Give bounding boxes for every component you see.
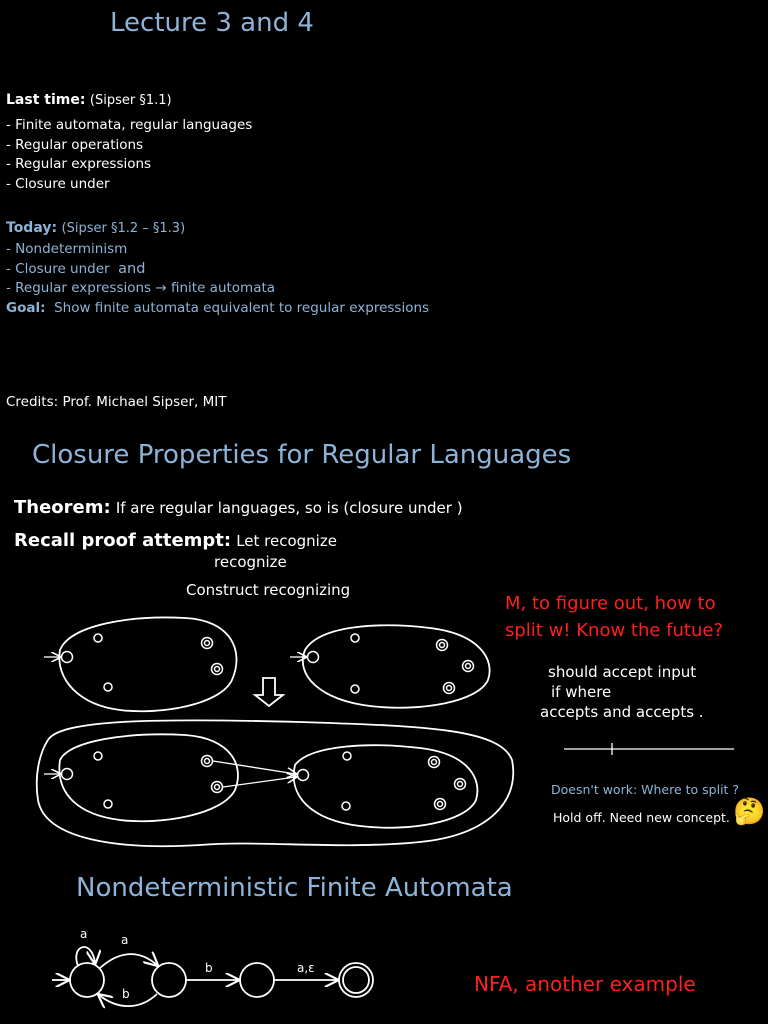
list-item: - Regular operations [6,136,144,153]
recall-label: Recall proof attempt: [14,530,232,551]
machine-m1-outline [59,617,236,711]
goal-label: Goal: [6,299,46,316]
list-item: - Closure under [6,175,110,192]
last-time-ref: (Sipser §1.1) [89,93,172,108]
nfa-label-loop: a [80,927,88,941]
list-item: - Finite automata, regular languages [6,117,253,133]
goal-text: Show finite automata equivalent to regular expressions [54,299,430,316]
list-item-closure: - Closure under and [6,260,146,277]
credits: Credits: Prof. Michael Sipser, MIT [6,394,227,410]
today-ref: (Sipser §1.2 – §1.3) [61,221,186,236]
closure-title: Closure Properties for Regular Languages [32,440,572,470]
accept-line-3: accepts and accepts . [540,703,704,721]
list-item: - Nondeterminism [6,241,128,257]
inner-m2-outline [294,745,478,827]
nfa-red-note: NFA, another example [474,972,696,996]
down-arrow-icon [255,678,283,706]
last-time-label: Last time: [6,92,86,108]
red-note-line: M, to figure out, how to [505,593,716,614]
nfa-title: Nondeterministic Finite Automata [76,873,513,903]
accept-line-2: if where [551,683,612,701]
list-item: - Regular expressions [6,156,152,172]
nfa-label-last: a,ε [297,961,315,975]
theorem-label: Theorem: [14,497,111,518]
machine-m2-outline [303,625,490,707]
accept-line-1: should accept input [548,663,697,681]
construct-text: Construct recognizing [186,581,351,599]
red-note-line: split w! Know the futue? [505,620,724,641]
recall-text: Let recognize [236,532,337,550]
thinking-face-icon: 🤔 [733,797,766,827]
nfa-label-top: a [121,933,129,947]
nfa-label-mid: b [205,961,213,975]
recognize-text: recognize [214,553,287,571]
lecture-title: Lecture 3 and 4 [110,8,314,38]
doesnt-work-text: Doesn't work: Where to split ? [551,782,740,797]
theorem-text: If are regular languages, so is (closure under ) [115,499,463,517]
hold-off-text: Hold off. Need new concept. [553,810,730,825]
today-label: Today: [6,220,58,236]
nfa-label-bottom: b [122,987,130,1001]
inner-m1-outline [59,734,238,821]
list-item: - Regular expressions → finite automata [6,280,276,296]
and-word: and [118,260,146,277]
nfa-diagram [52,947,373,1006]
